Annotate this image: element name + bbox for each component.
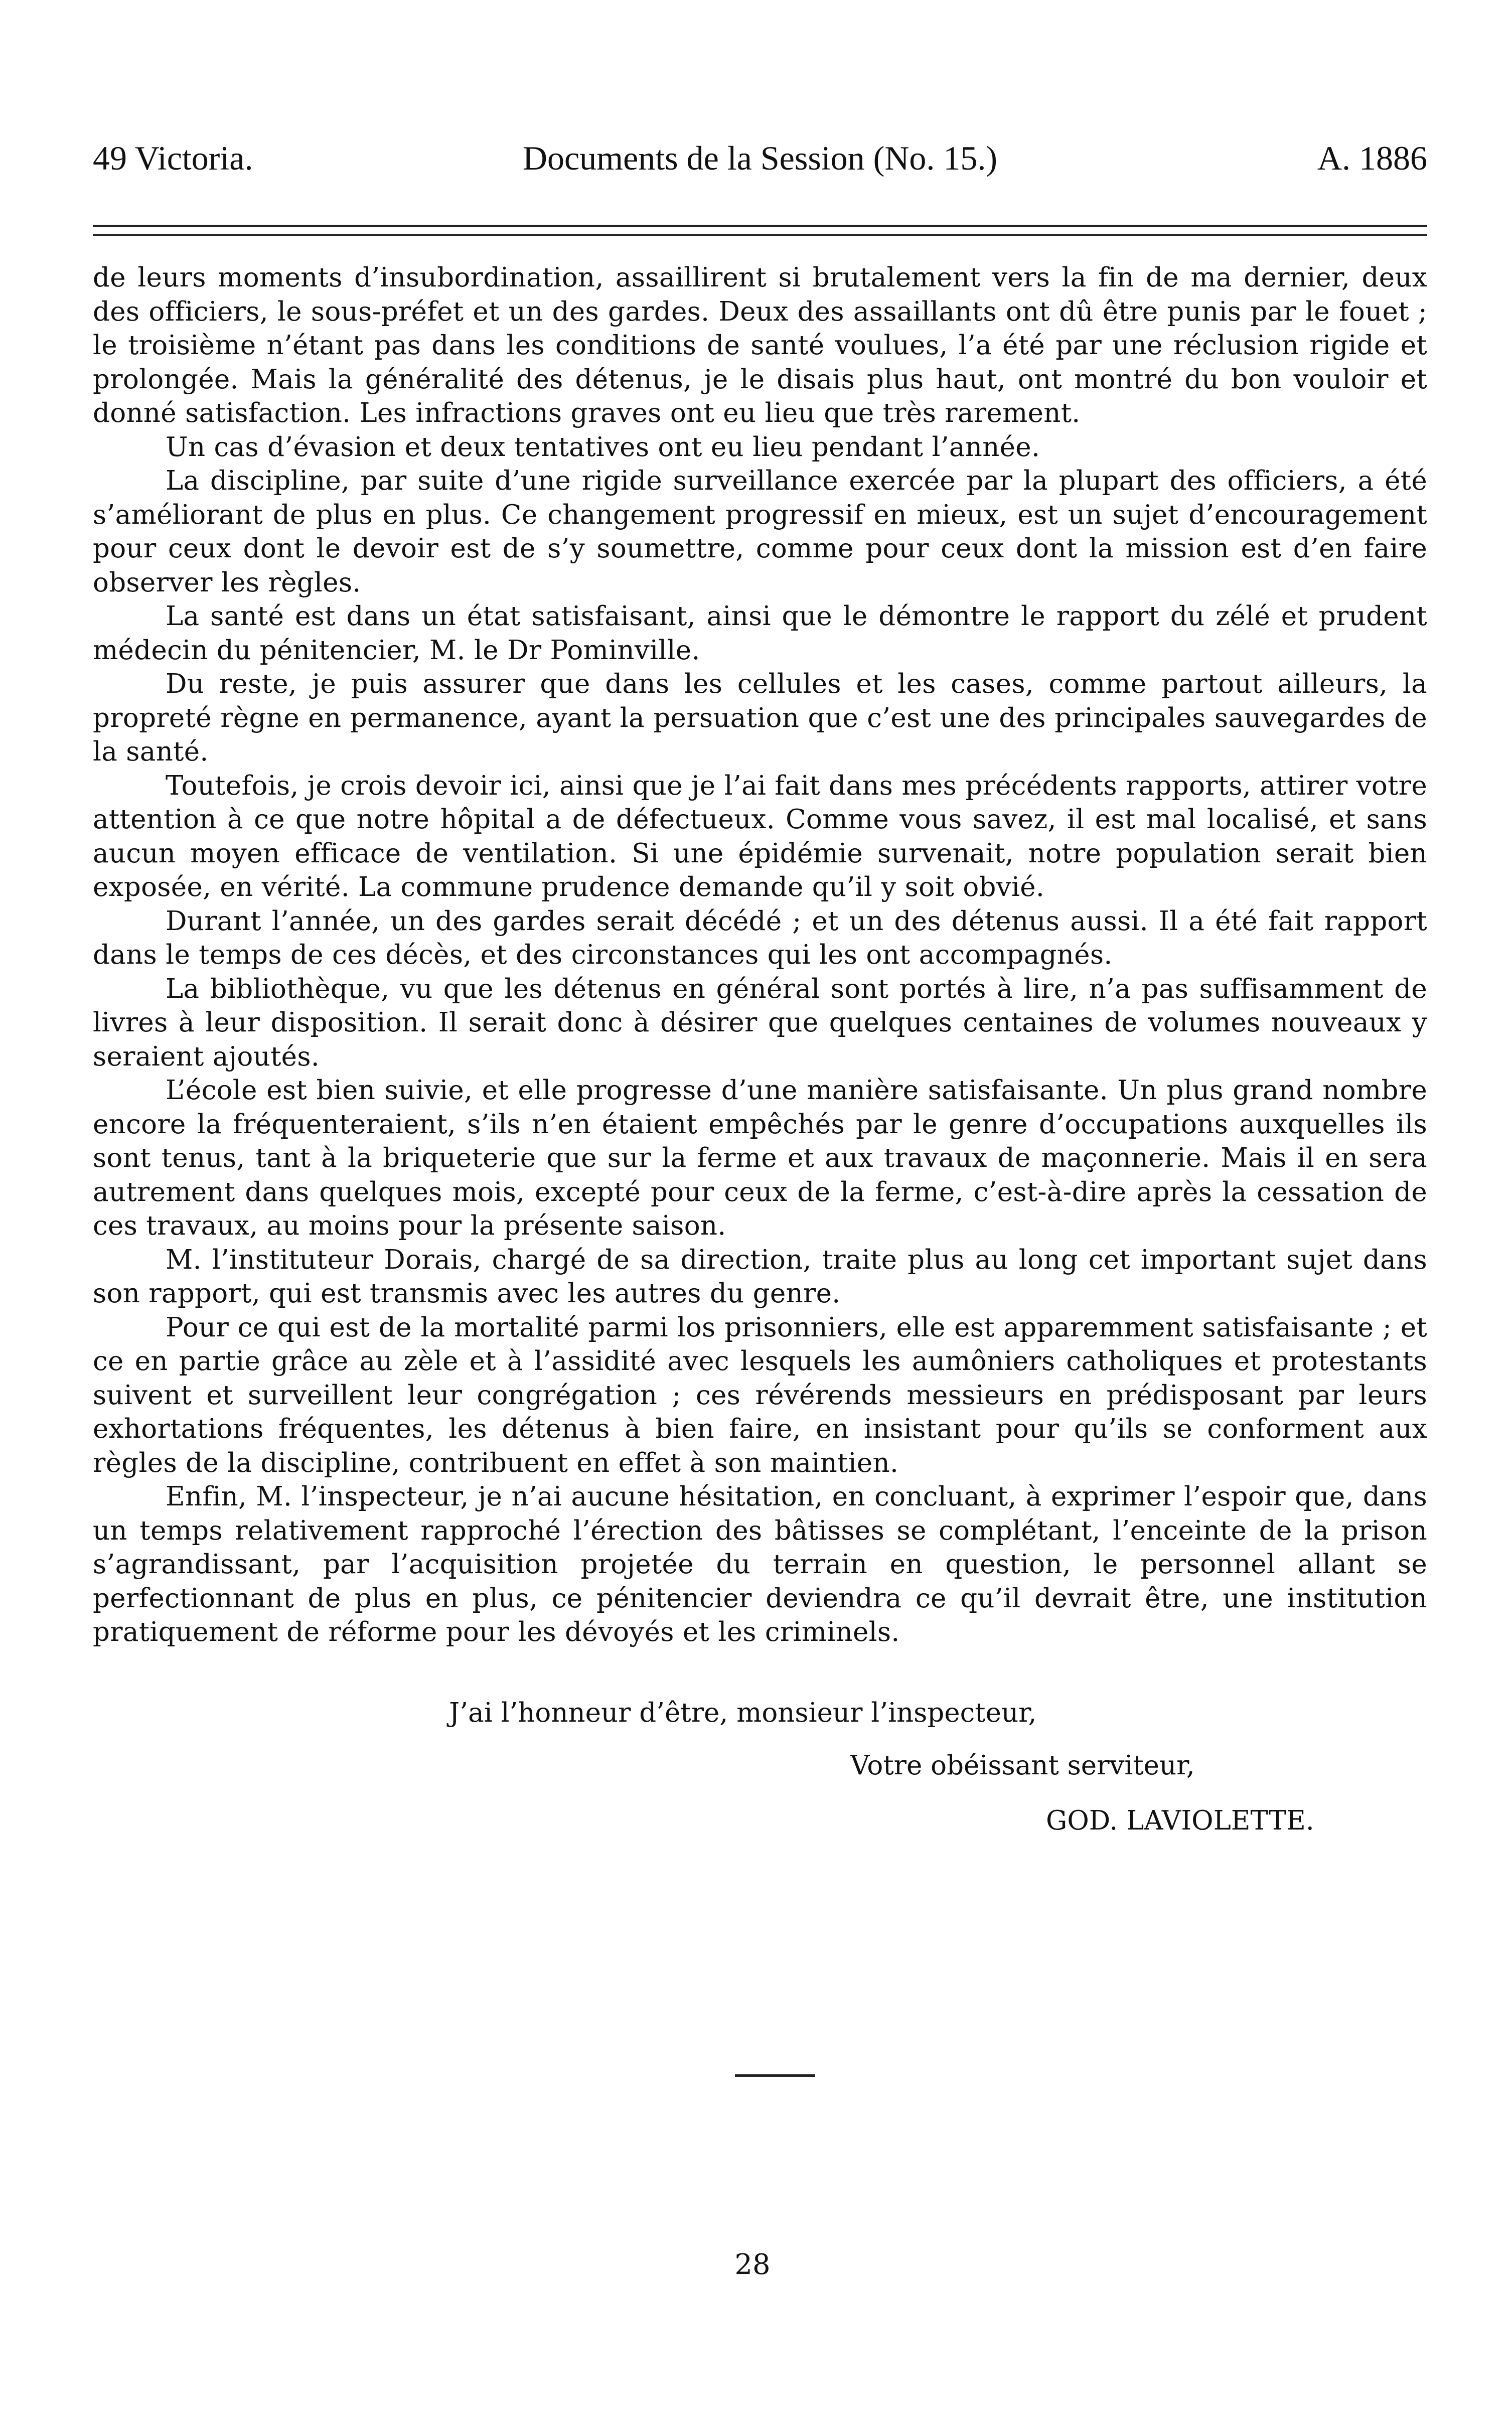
paragraph: Enfin, M. l’inspecteur, je n’ai aucune hésitation, en concluant, à exprimer l’espoir que, dans un temps relativement rapproché l’érection des bâtisses se complétant, l’enceinte de la prison s’agrandissant, par l’acquisition projetée du terrain en question, le personnel allant se perfectionnant de plus en plus, ce pénitencier deviendra ce qu’il devrait être, une institution pratiquement de réforme pour les dévoyés et les criminels.: [93, 1481, 1427, 1647]
paragraph: Un cas d’évasion et deux tentatives ont eu lieu pendant l’année.: [166, 431, 1040, 463]
page-number: 28: [734, 2248, 771, 2281]
paragraph: Pour ce qui est de la mortalité parmi los prisonniers, elle est apparemment satisfaisante ; et ce en partie grâce au zèle et à l’assidité avec lesquels les aumôniers catholiques et protestants suivent et surveillent leur congrégation ; ces révérends messieurs en prédisposant par leurs exhortations fréquentes, les détenus à bien faire, en insistant pour qu’ils se conforment aux règles de la discipline, contribuent en effet à son maintien.: [93, 1312, 1427, 1478]
paragraph: La santé est dans un état satisfaisant, ainsi que le démontre le rapport du zélé et prudent médecin du pénitencier, M. le Dr Pominville.: [93, 601, 1427, 666]
paragraph: L’école est bien suivie, et elle progresse d’une manière satisfaisante. Un plus grand nombre encore la fréquenteraient, s’ils n’en étaient empêchés par le genre d’occupations auxquelles ils sont tenus, tant à la briqueterie que sur la ferme et aux travaux de maçonnerie. Mais il en sera autrement dans quelques mois, excepté pour ceux de la ferme, c’est-à-dire après la cessation de ces travaux, au moins pour la présente saison.: [93, 1075, 1427, 1241]
header-title: Documents de la Session (No. 15.): [522, 139, 998, 177]
paragraph: Toutefois, je crois devoir ici, ainsi que je l’ai fait dans mes précédents rapports, attirer votre attention à ce que notre hôpital a de défectueux. Comme vous savez, il est mal localisé, et sans aucun moyen efficace de ventilation. Si une épidémie survenait, notre population serait bien exposée, en vérité. La commune prudence demande qu’il y soit obvié.: [93, 770, 1427, 902]
signature: GOD. LAVIOLETTE.: [1046, 1805, 1314, 1836]
paragraph: de leurs moments d’insubordination, assaillirent si brutalement vers la fin de ma dernier, deux des officiers, le sous-préfet et un des gardes. Deux des assaillants ont dû être punis par le fouet ; le troisième n’étant pas dans les conditions de santé voulues, l’a été par une réclusion rigide et prolongée. Mais la généralité des détenus, je le disais plus haut, ont montré du bon vouloir et donné satisfaction. Les infractions graves ont eu lieu que très rarement.: [93, 262, 1427, 428]
footer-short-rule: [735, 2074, 815, 2077]
paragraph: La discipline, par suite d’une rigide surveillance exercée par la plupart des officiers, a été s’améliorant de plus en plus. Ce changement progressif en mieux, est un sujet d’encouragement pour ceux dont le devoir est de s’y soumettre, comme pour ceux dont la mission est d’en faire observer les règles.: [93, 466, 1427, 598]
paragraph: La bibliothèque, vu que les détenus en général sont portés à lire, n’a pas suffisamment de livres à leur disposition. Il serait donc à désirer que quelques centaines de volumes nouveaux y seraient ajoutés.: [93, 973, 1427, 1072]
closing-valediction: Votre obéissant serviteur,: [850, 1750, 1195, 1781]
header-double-rule: [93, 225, 1427, 236]
closing-salutation: J’ai l’honneur d’être, monsieur l’inspecteur,: [449, 1698, 1037, 1728]
paragraph: M. l’instituteur Dorais, chargé de sa direction, traite plus au long cet important sujet dans son rapport, qui est transmis avec les autres du genre.: [93, 1244, 1427, 1309]
header-year: A. 1886: [1317, 139, 1427, 177]
running-header: [93, 135, 1427, 181]
paragraph: Durant l’année, un des gardes serait décédé ; et un des détenus aussi. Il a été fait rapport dans le temps de ces décès, et des circonstances qui les ont accompagnés.: [93, 905, 1427, 970]
report-body: [93, 261, 1427, 1649]
header-volume: 49 Victoria.: [93, 139, 253, 177]
paragraph: Du reste, je puis assurer que dans les cellules et les cases, comme partout ailleurs, la propreté règne en permanence, ayant la persuation que c’est une des principales sauvegardes de la santé.: [93, 669, 1427, 767]
